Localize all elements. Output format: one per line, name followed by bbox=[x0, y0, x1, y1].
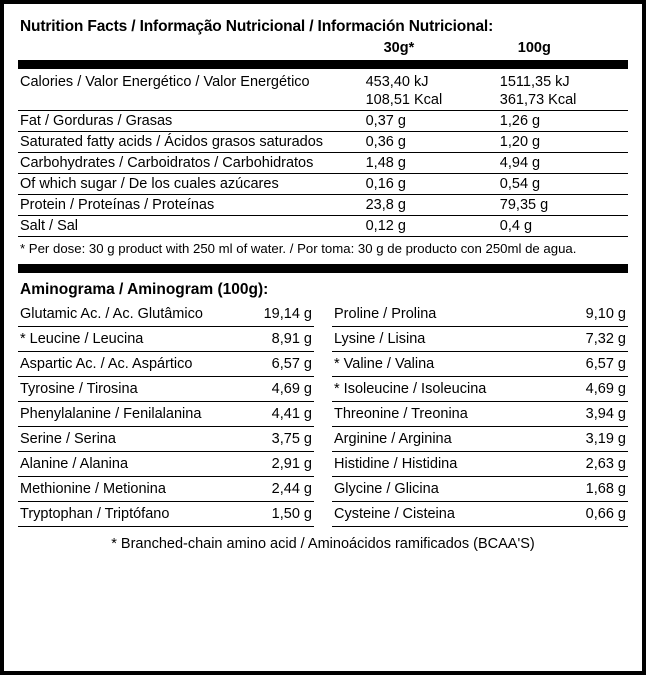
aminogram-left-column bbox=[18, 302, 314, 527]
table-row bbox=[332, 477, 628, 502]
amino-value: 4,69 g bbox=[562, 377, 628, 402]
amino-value: 2,63 g bbox=[562, 452, 628, 477]
amino-name: * Valine / Valina bbox=[332, 352, 562, 377]
amino-name: Serine / Serina bbox=[18, 427, 248, 452]
nutrition-row-label: Fat / Gorduras / Grasas bbox=[18, 111, 360, 132]
amino-value: 3,94 g bbox=[562, 402, 628, 427]
amino-value: 2,91 g bbox=[248, 452, 314, 477]
table-row bbox=[18, 111, 628, 132]
amino-name: Arginine / Arginina bbox=[332, 427, 562, 452]
table-row bbox=[332, 302, 628, 327]
table-row bbox=[332, 352, 628, 377]
table-row bbox=[332, 452, 628, 477]
amino-name: Phenylalanine / Fenilalanina bbox=[18, 402, 248, 427]
table-row bbox=[332, 427, 628, 452]
amino-value: 6,57 g bbox=[562, 352, 628, 377]
table-row bbox=[18, 352, 314, 377]
amino-name: Aspartic Ac. / Ac. Aspártico bbox=[18, 352, 248, 377]
nutrition-facts-title: Nutrition Facts / Informação Nutricional / Información Nutricional: bbox=[20, 18, 494, 35]
section-divider-rule bbox=[18, 264, 628, 273]
nutrition-row-label: Carbohydrates / Carboidratos / Carbohidratos bbox=[18, 153, 360, 174]
nutrition-row-per100-value: 361,73 Kcal bbox=[494, 92, 628, 111]
amino-name: Proline / Prolina bbox=[332, 302, 562, 327]
table-row bbox=[18, 402, 314, 427]
table-row bbox=[18, 302, 314, 327]
amino-value: 7,32 g bbox=[562, 327, 628, 352]
amino-value: 9,10 g bbox=[562, 302, 628, 327]
serving-footnote: * Per dose: 30 g product with 250 ml of water. / Por toma: 30 g de producto con 250ml de agua. bbox=[20, 241, 577, 256]
aminogram-right-column bbox=[332, 302, 628, 527]
table-row bbox=[332, 402, 628, 427]
nutrition-row-serving-value: 0,12 g bbox=[360, 216, 494, 237]
amino-name: Threonine / Treonina bbox=[332, 402, 562, 427]
nutrition-row-serving-value: 1,48 g bbox=[360, 153, 494, 174]
amino-name: Tryptophan / Triptófano bbox=[18, 502, 248, 527]
amino-name: Methionine / Metionina bbox=[18, 477, 248, 502]
amino-value: 4,41 g bbox=[248, 402, 314, 427]
amino-value: 1,50 g bbox=[248, 502, 314, 527]
nutrition-row-label: Of which sugar / De los cuales azúcares bbox=[18, 174, 360, 195]
amino-name: Alanine / Alanina bbox=[18, 452, 248, 477]
amino-name: Lysine / Lisina bbox=[332, 327, 562, 352]
amino-value: 8,91 g bbox=[248, 327, 314, 352]
table-row bbox=[18, 153, 628, 174]
amino-name: * Leucine / Leucina bbox=[18, 327, 248, 352]
nutrition-row-serving-value: 0,36 g bbox=[360, 132, 494, 153]
table-row bbox=[18, 477, 314, 502]
nutrition-row-label: Protein / Proteínas / Proteínas bbox=[18, 195, 360, 216]
table-row bbox=[18, 174, 628, 195]
nutrition-row-per100-value: 79,35 g bbox=[494, 195, 628, 216]
nutrition-row-per100-value: 1,20 g bbox=[494, 132, 628, 153]
amino-value: 19,14 g bbox=[248, 302, 314, 327]
table-row bbox=[332, 502, 628, 527]
amino-value: 1,68 g bbox=[562, 477, 628, 502]
table-row bbox=[18, 452, 314, 477]
amino-name: Glycine / Glicina bbox=[332, 477, 562, 502]
table-row bbox=[18, 195, 628, 216]
nutrition-row-serving-value: 23,8 g bbox=[360, 195, 494, 216]
nutrition-row-label: Salt / Sal bbox=[18, 216, 360, 237]
table-row bbox=[332, 377, 628, 402]
nutrition-row-per100-value: 1511,35 kJ bbox=[499, 74, 570, 90]
amino-value: 0,66 g bbox=[562, 502, 628, 527]
table-row bbox=[18, 377, 314, 402]
nutrition-row-serving-value: 108,51 Kcal bbox=[360, 92, 494, 111]
nutrition-row-per100-value: 0,54 g bbox=[494, 174, 628, 195]
table-row bbox=[18, 132, 628, 153]
amino-name: Glutamic Ac. / Ac. Glutâmico bbox=[18, 302, 248, 327]
amino-name: Cysteine / Cisteina bbox=[332, 502, 562, 527]
nutrition-row-label: Calories / Valor Energético / Valor Energético bbox=[20, 74, 310, 90]
nutrition-row-per100-value: 4,94 g bbox=[494, 153, 628, 174]
nutrition-values-table bbox=[18, 72, 628, 237]
amino-name: Tyrosine / Tirosina bbox=[18, 377, 248, 402]
amino-value: 6,57 g bbox=[248, 352, 314, 377]
nutrition-row-per100-value: 0,4 g bbox=[494, 216, 628, 237]
table-row bbox=[18, 327, 314, 352]
nutrition-row-per100-value: 1,26 g bbox=[494, 111, 628, 132]
amino-value: 3,75 g bbox=[248, 427, 314, 452]
amino-value: 4,69 g bbox=[248, 377, 314, 402]
nutrition-header-blank bbox=[18, 38, 360, 60]
nutrition-row-serving-value: 0,37 g bbox=[360, 111, 494, 132]
amino-name: Histidine / Histidina bbox=[332, 452, 562, 477]
aminogram-title: Aminograma / Aminogram (100g): bbox=[20, 281, 269, 298]
aminogram-columns bbox=[18, 302, 628, 527]
nutrition-row-serving-value: 0,16 g bbox=[360, 174, 494, 195]
nutrition-header-per100: 100g bbox=[517, 40, 551, 56]
table-row bbox=[18, 72, 628, 92]
nutrition-header-row bbox=[18, 38, 628, 60]
amino-name: * Isoleucine / Isoleucina bbox=[332, 377, 562, 402]
nutrition-row-label: Saturated fatty acids / Ácidos grasos saturados bbox=[18, 132, 360, 153]
aminogram-right-table bbox=[332, 302, 628, 527]
table-row bbox=[18, 92, 628, 111]
nutrition-row-serving-value: 453,40 kJ bbox=[365, 74, 429, 90]
nutrition-header-serving: 30g* bbox=[383, 40, 415, 56]
bcaa-footnote: * Branched-chain amino acid / Aminoácidos ramificados (BCAA'S) bbox=[111, 536, 535, 552]
amino-value: 3,19 g bbox=[562, 427, 628, 452]
amino-value: 2,44 g bbox=[248, 477, 314, 502]
nutrition-row-label bbox=[18, 92, 360, 111]
aminogram-left-table bbox=[18, 302, 314, 527]
table-row bbox=[18, 502, 314, 527]
table-row bbox=[18, 216, 628, 237]
table-row bbox=[18, 427, 314, 452]
table-row bbox=[332, 327, 628, 352]
nutrition-facts-table bbox=[18, 38, 628, 60]
nutrition-header-rule bbox=[18, 60, 628, 69]
